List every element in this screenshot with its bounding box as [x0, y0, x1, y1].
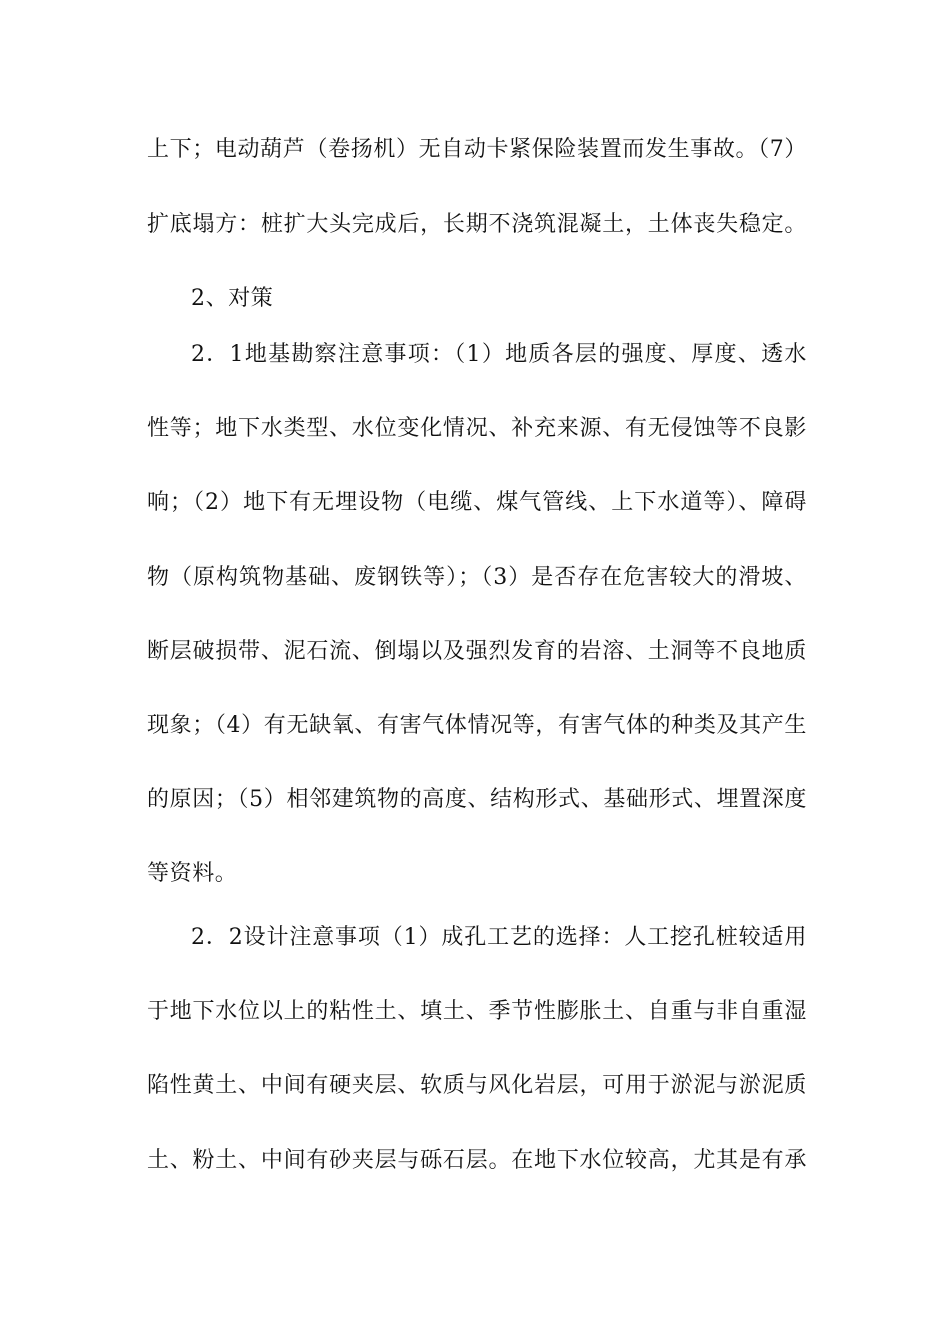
text-line-2: 扩底塌方：桩扩大头完成后，长期不浇筑混凝土，土体丧失稳定。 — [147, 212, 807, 237]
text-line-13: 于地下水位以上的粘性土、填土、季节性膨胀土、自重与非自重湿 — [147, 999, 807, 1024]
text-line-7: 物（原构筑物基础、废钢铁等）；（3）是否存在危害较大的滑坡、 — [147, 565, 807, 590]
text-line-14: 陷性黄土、中间有硬夹层、软质与风化岩层，可用于淤泥与淤泥质 — [147, 1073, 807, 1098]
text-line-8: 断层破损带、泥石流、倒塌以及强烈发育的岩溶、土洞等不良地质 — [147, 639, 807, 664]
text-line-12: 2．2设计注意事项（1）成孔工艺的选择：人工挖孔桩较适用 — [191, 925, 807, 950]
text-line-1: 上下；电动葫芦（卷扬机）无自动卡紧保险装置而发生事故。（7） — [147, 137, 807, 162]
text-line-5: 性等；地下水类型、水位变化情况、补充来源、有无侵蚀等不良影 — [147, 416, 807, 441]
text-line-6: 响；（2）地下有无埋设物（电缆、煤气管线、上下水道等）、障碍 — [147, 490, 807, 515]
text-line-9: 现象；（4）有无缺氧、有害气体情况等，有害气体的种类及其产生 — [147, 713, 807, 738]
text-line-11: 等资料。 — [147, 861, 238, 886]
text-line-15: 土、粉土、中间有砂夹层与砾石层。在地下水位较高，尤其是有承 — [147, 1148, 807, 1173]
text-line-10: 的原因；（5）相邻建筑物的高度、结构形式、基础形式、埋置深度 — [147, 787, 807, 812]
section-heading-countermeasures: 2、对策 — [191, 286, 274, 311]
text-line-4: 2．1地基勘察注意事项：（1）地质各层的强度、厚度、透水 — [191, 342, 807, 367]
